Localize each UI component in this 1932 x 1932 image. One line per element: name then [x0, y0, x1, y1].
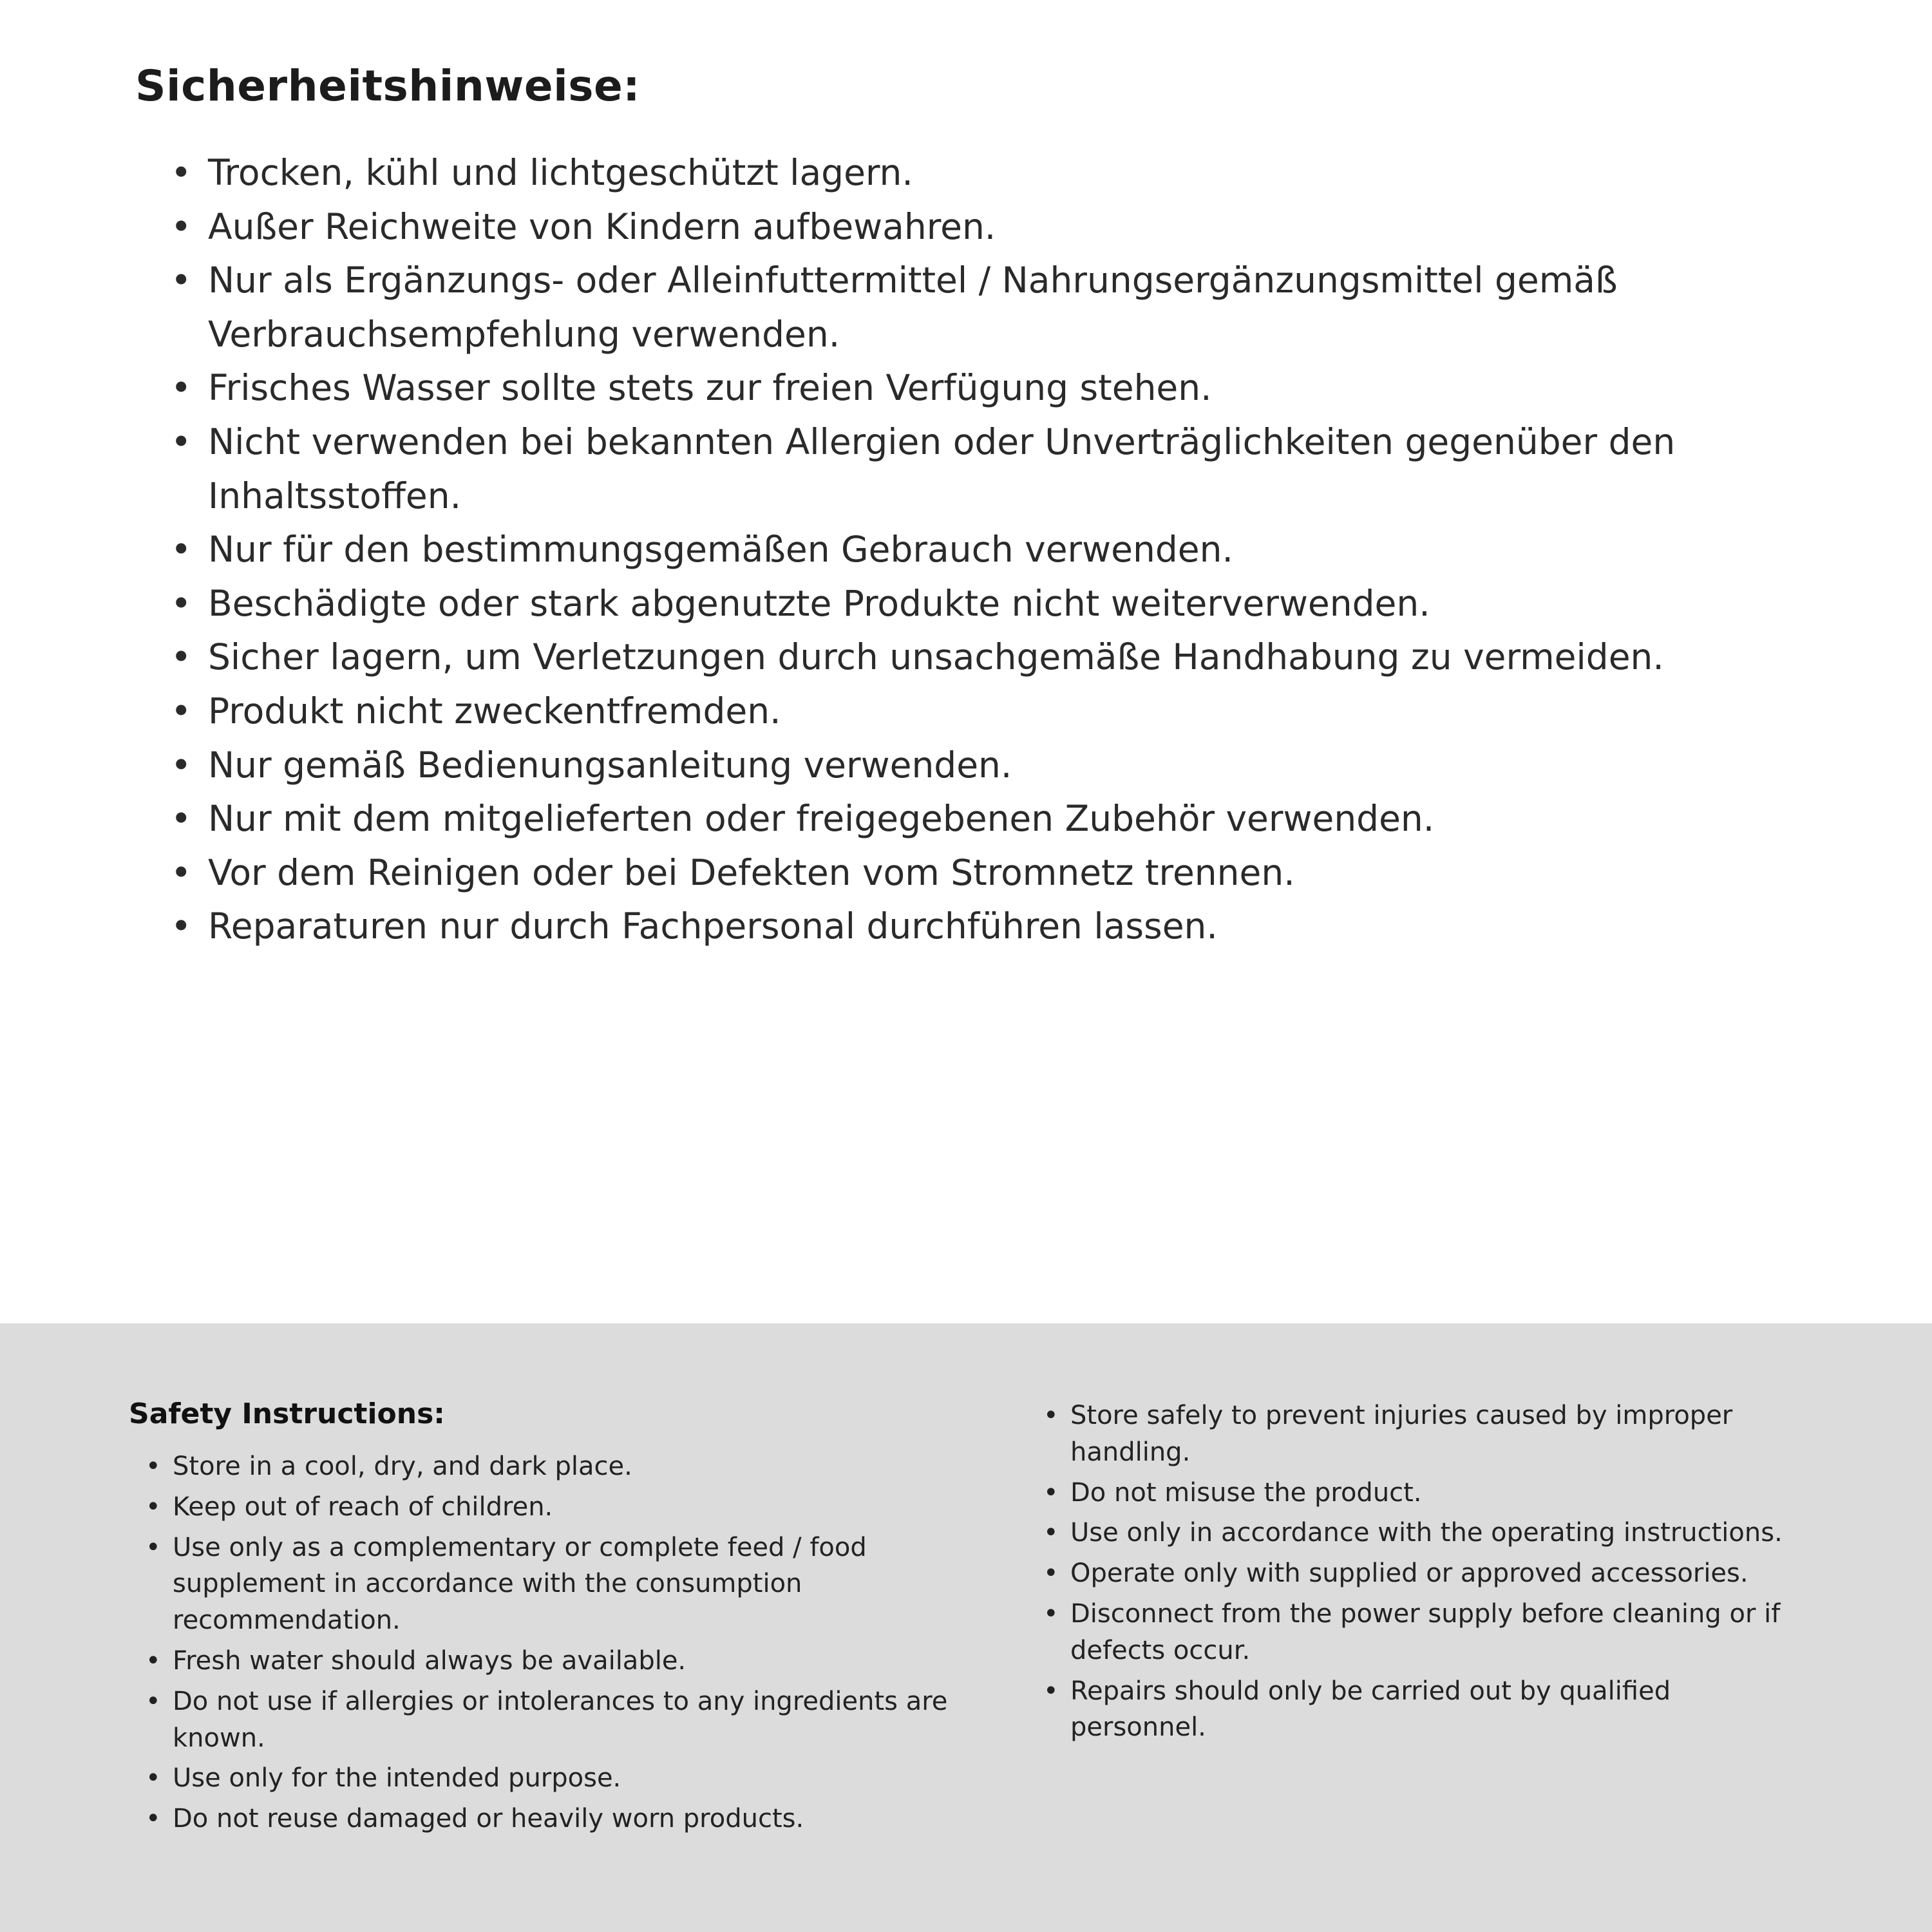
bullet-icon: •	[171, 205, 192, 247]
list-item	[1043, 1596, 1810, 1669]
list-item	[171, 146, 1803, 200]
list-item-text: Fresh water should always be available.	[173, 1645, 687, 1676]
list-item-text: Use only for the intended purpose.	[173, 1763, 621, 1794]
bullet-icon: •	[171, 690, 192, 732]
list-item-text: Nicht verwenden bei bekannten Allergien oder Unverträglichkeiten gegenüber den Inhaltsstoffen.	[208, 421, 1676, 516]
english-right-column	[1043, 1397, 1810, 1932]
bullet-icon: •	[171, 529, 192, 571]
list-item-text: Produkt nicht zweckentfremden.	[208, 690, 781, 732]
list-item-text: Operate only with supplied or approved accessories.	[1070, 1558, 1748, 1589]
bullet-icon: •	[146, 1492, 161, 1522]
list-item-text: Frisches Wasser sollte stets zur freien Verfügung stehen.	[208, 367, 1212, 409]
list-item	[171, 739, 1803, 793]
bullet-icon: •	[171, 905, 192, 947]
list-item	[146, 1760, 985, 1797]
bullet-icon: •	[1043, 1598, 1059, 1629]
list-item	[171, 523, 1803, 577]
list-item-text: Use only as a complementary or complete feed / food supplement in accordance with the consumption recommendation.	[173, 1532, 867, 1636]
bullet-icon: •	[146, 1686, 161, 1716]
list-item-text: Nur mit dem mitgelieferten oder freigegebenen Zubehör verwenden.	[208, 798, 1435, 840]
list-item	[1043, 1673, 1810, 1747]
list-item	[171, 577, 1803, 631]
list-item-text: Do not reuse damaged or heavily worn products.	[173, 1804, 804, 1834]
bullet-icon: •	[171, 152, 192, 193]
bullet-icon: •	[1043, 1401, 1059, 1430]
bullet-icon: •	[146, 1763, 161, 1794]
list-item	[1043, 1475, 1810, 1511]
list-item	[171, 685, 1803, 739]
bullet-icon: •	[171, 851, 192, 893]
list-item-text: Vor dem Reinigen oder bei Defekten vom Stromnetz trennen.	[208, 851, 1295, 893]
english-instruction-list-right	[1043, 1397, 1810, 1746]
list-item	[171, 254, 1803, 361]
list-item-text: Do not use if allergies or intolerances to any ingredients are known.	[173, 1686, 948, 1753]
bullet-icon: •	[1043, 1477, 1059, 1508]
list-item	[171, 415, 1803, 523]
bullet-icon: •	[171, 260, 192, 301]
bullet-icon: •	[171, 636, 192, 678]
list-item	[146, 1530, 985, 1639]
list-item	[171, 900, 1803, 954]
bullet-icon: •	[171, 367, 192, 409]
bullet-icon: •	[146, 1532, 161, 1562]
bullet-icon: •	[171, 744, 192, 786]
list-item-text: Do not misuse the product.	[1070, 1477, 1422, 1508]
english-section	[0, 1323, 1932, 1932]
list-item-text: Repairs should only be carried out by qualified personnel.	[1070, 1676, 1671, 1743]
list-item	[1043, 1555, 1810, 1592]
list-item	[171, 792, 1803, 846]
list-item	[146, 1489, 985, 1526]
list-item	[171, 630, 1803, 685]
bullet-icon: •	[171, 582, 192, 624]
list-item-text: Use only in accordance with the operating instructions.	[1070, 1518, 1783, 1548]
list-item	[1043, 1515, 1810, 1551]
bullet-icon: •	[1043, 1558, 1059, 1589]
list-item	[146, 1801, 985, 1837]
english-left-column	[129, 1397, 985, 1932]
german-instruction-list	[135, 146, 1803, 954]
list-item-text: Nur gemäß Bedienungsanleitung verwenden.	[208, 744, 1012, 786]
list-item-text: Reparaturen nur durch Fachpersonal durchführen lassen.	[208, 905, 1218, 947]
bullet-icon: •	[146, 1645, 161, 1676]
list-item-text: Store in a cool, dry, and dark place.	[173, 1452, 632, 1481]
list-item-text: Disconnect from the power supply before cleaning or if defects occur.	[1070, 1598, 1781, 1665]
list-item-text: Beschädigte oder stark abgenutzte Produkte nicht weiterverwenden.	[208, 582, 1430, 624]
german-section-title: Sicherheitshinweise:	[135, 61, 641, 111]
list-item	[171, 200, 1803, 254]
bullet-icon: •	[146, 1804, 161, 1834]
list-item	[146, 1448, 985, 1485]
list-item-text: Sicher lagern, um Verletzungen durch unsachgemäße Handhabung zu vermeiden.	[208, 636, 1664, 678]
list-item-text: Trocken, kühl und lichtgeschützt lagern.	[208, 152, 913, 193]
bullet-icon: •	[146, 1452, 161, 1481]
bullet-icon: •	[1043, 1676, 1059, 1706]
list-item	[171, 361, 1803, 415]
bullet-icon: •	[171, 798, 192, 840]
list-item-text: Nur für den bestimmungsgemäßen Gebrauch verwenden.	[208, 529, 1233, 571]
list-item-text: Außer Reichweite von Kindern aufbewahren.	[208, 205, 996, 247]
list-item	[146, 1683, 985, 1757]
list-item	[146, 1643, 985, 1680]
list-item-text: Store safely to prevent injuries caused by improper handling.	[1070, 1401, 1733, 1467]
list-item	[171, 846, 1803, 900]
list-item-text: Keep out of reach of children.	[173, 1492, 553, 1522]
english-instruction-list-left	[129, 1448, 985, 1837]
list-item-text: Nur als Ergänzungs- oder Alleinfuttermittel / Nahrungsergänzungsmittel gemäß Verbrauchsempfehlung verwenden.	[208, 260, 1618, 355]
english-section-title: Safety Instructions:	[129, 1397, 445, 1430]
list-item	[1043, 1397, 1810, 1471]
bullet-icon: •	[1043, 1518, 1059, 1548]
bullet-icon: •	[171, 421, 192, 462]
